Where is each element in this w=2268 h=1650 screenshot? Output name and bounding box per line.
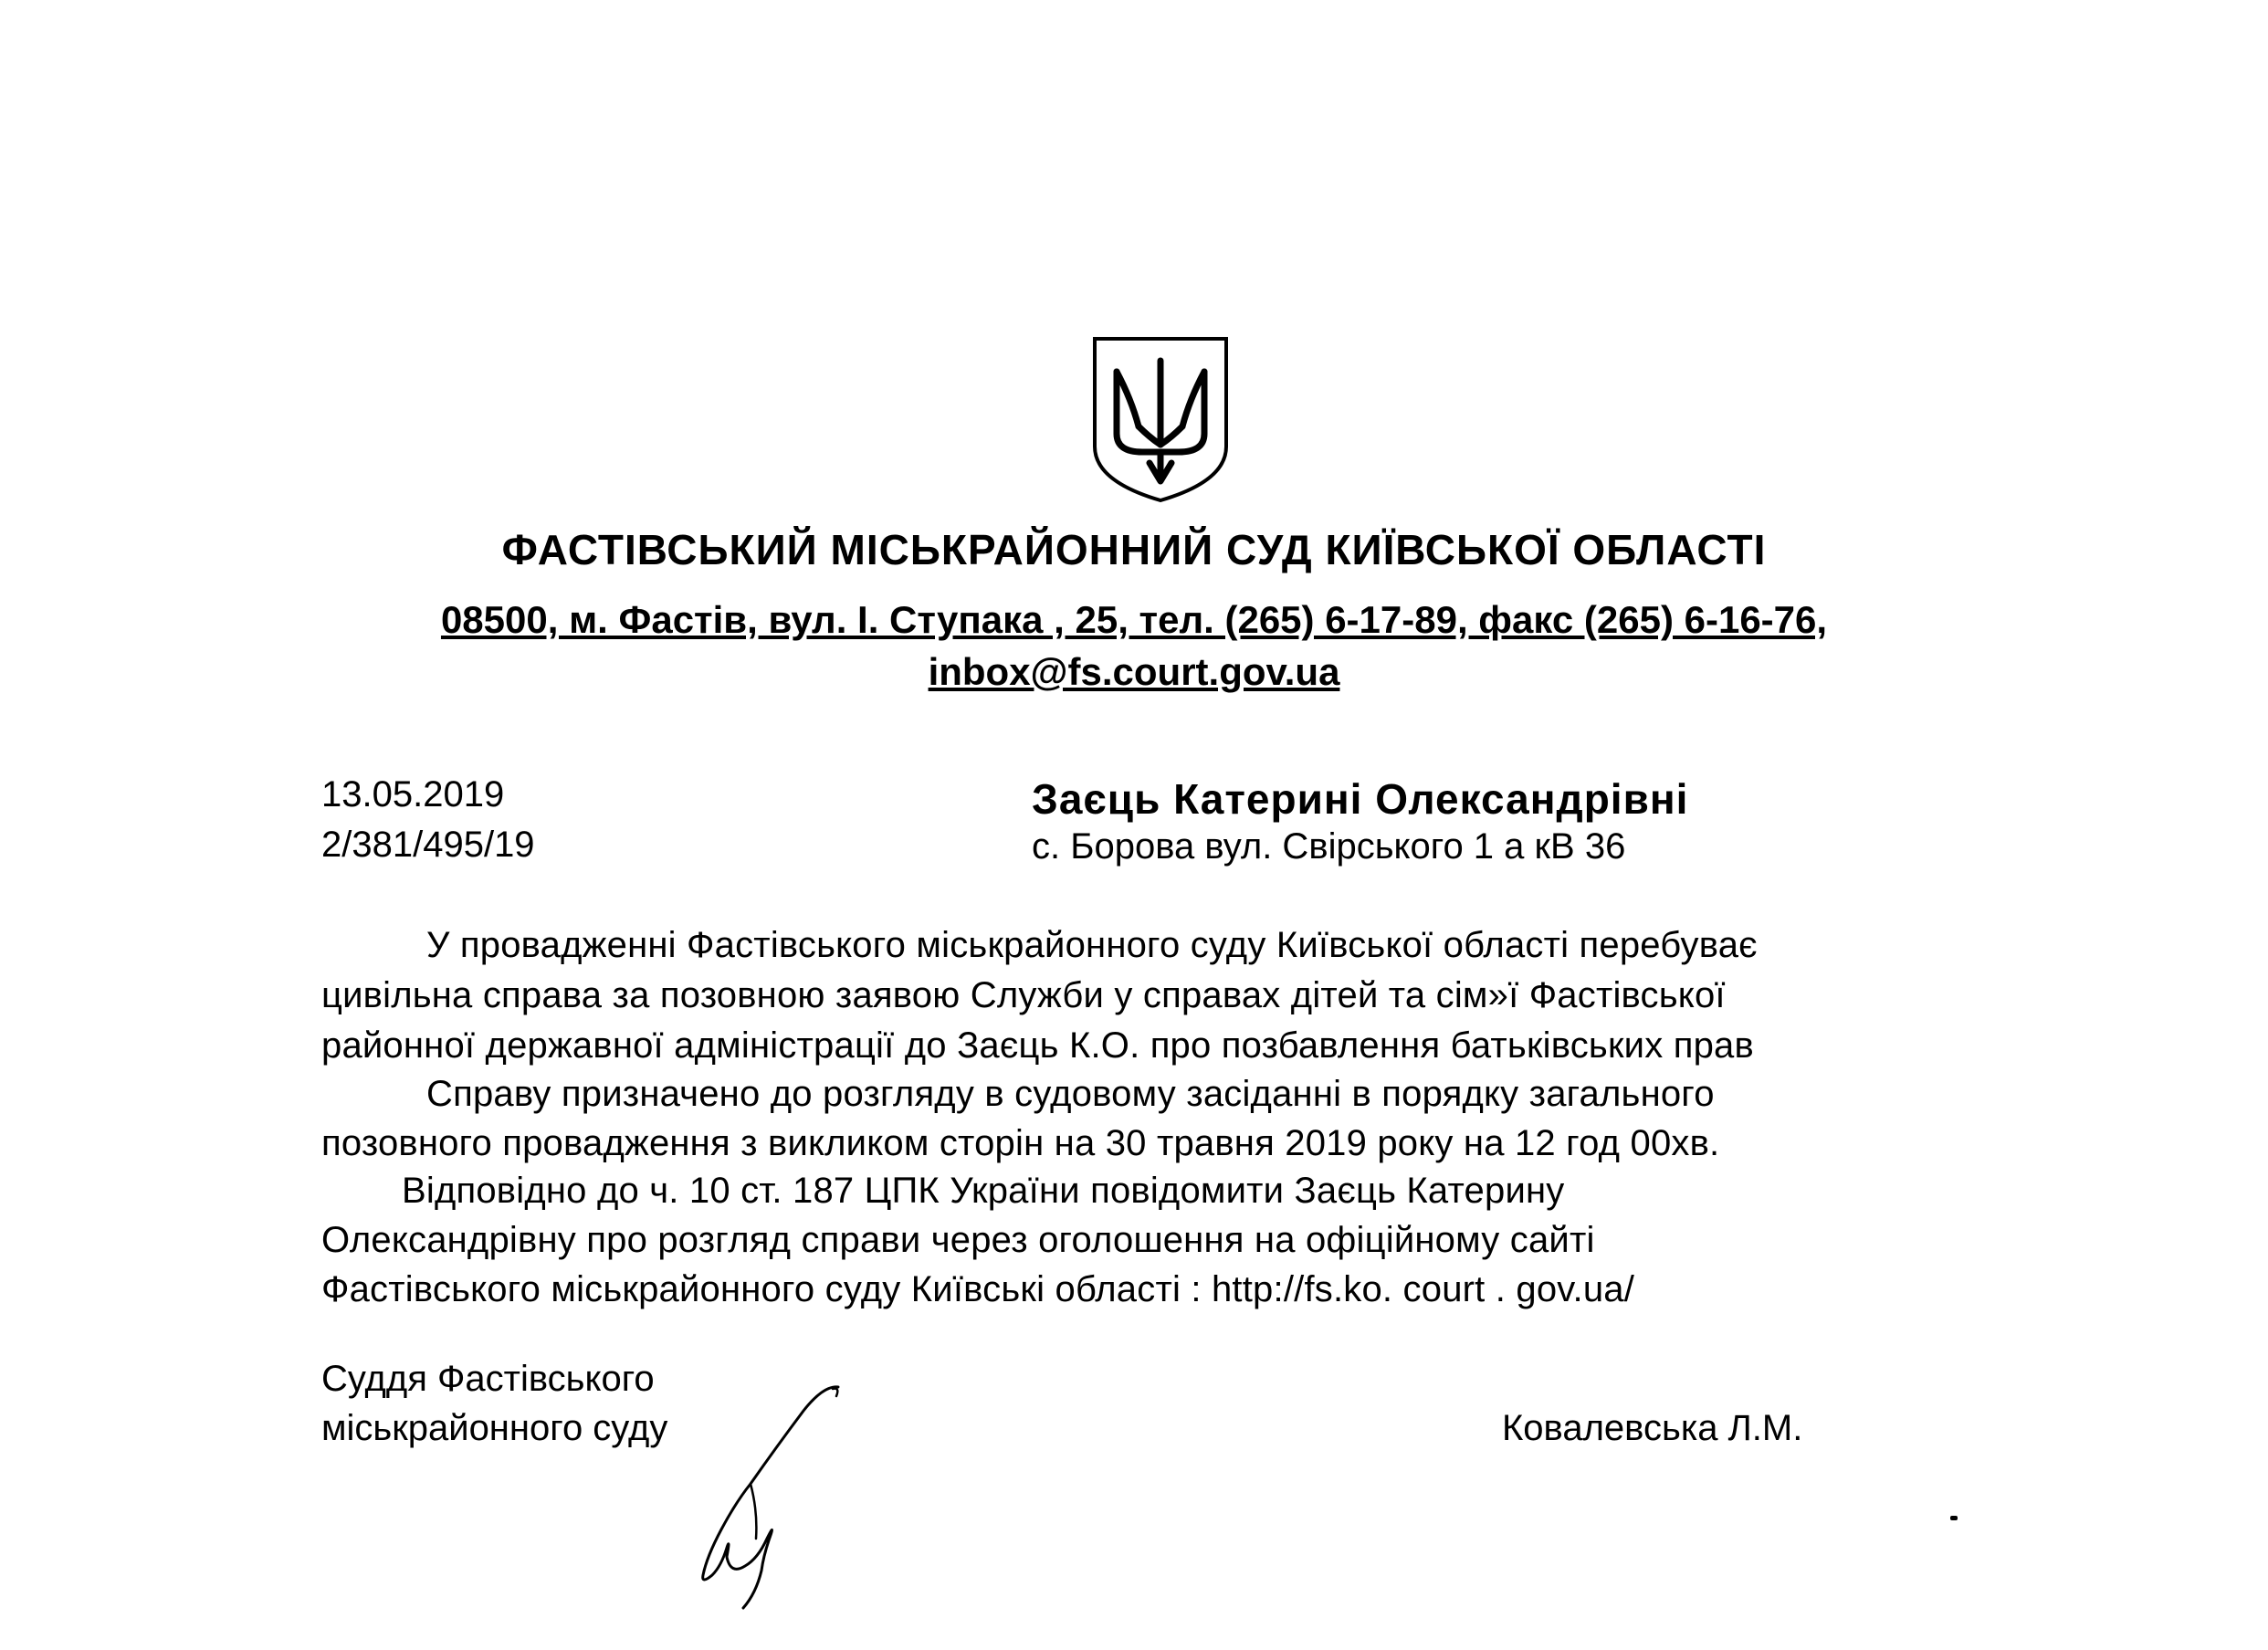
addressee-address: с. Борова вул. Свірського 1 а кВ 36 xyxy=(1032,826,1626,867)
body-line-with-website: Фастівського міськрайонного суду Київські області : http://fs.ko. court . gov.ua/ xyxy=(321,1269,1635,1309)
body-line: Відповідно до ч. 10 ст. 187 ЦПК України повідомити Заєць Катерину xyxy=(402,1171,1565,1211)
court-address: 08500, м. Фастів, вул. І. Ступака , 25, тел. (265) 6-17-89, факс (265) 6-16-76, xyxy=(440,598,1828,641)
judge-title-line-2: міськрайонного суду xyxy=(321,1408,668,1448)
scan-speck xyxy=(1950,1516,1958,1520)
body-line: цивільна справа за позовною заявою Служби у справах дітей та сім»ї Фастівської xyxy=(321,975,1726,1015)
signature-mark xyxy=(667,1383,867,1612)
body-line: Справу призначено до розгляду в судовому засіданні в порядку загального xyxy=(426,1074,1715,1114)
document-date: 13.05.2019 xyxy=(321,774,505,814)
court-email-link[interactable]: inbox@fs.court.gov.ua xyxy=(928,650,1340,693)
judge-title-line-1: Суддя Фастівського xyxy=(321,1359,655,1399)
body-line: позовного провадження з викликом сторін на 30 травня 2019 року на 12 год 00хв. xyxy=(321,1123,1720,1163)
body-line: У провадженні Фастівського міськрайонного суду Київської області перебуває xyxy=(426,925,1758,965)
addressee-name: Заєць Катерині Олександрівні xyxy=(1032,775,1689,823)
coat-of-arms-icon xyxy=(1091,335,1230,504)
judge-name: Ковалевська Л.М. xyxy=(1502,1408,1803,1448)
body-line: Олександрівну про розгляд справи через оголошення на офіційному сайті xyxy=(321,1220,1595,1260)
document-number: 2/381/495/19 xyxy=(321,825,535,865)
body-line: районної державної адміністрації до Заєць К.О. про позбавлення батьківських прав xyxy=(321,1025,1754,1066)
court-name: ФАСТІВСЬКИЙ МІСЬКРАЙОННИЙ СУД КИЇВСЬКОЇ ОБЛАСТІ xyxy=(501,526,1767,573)
